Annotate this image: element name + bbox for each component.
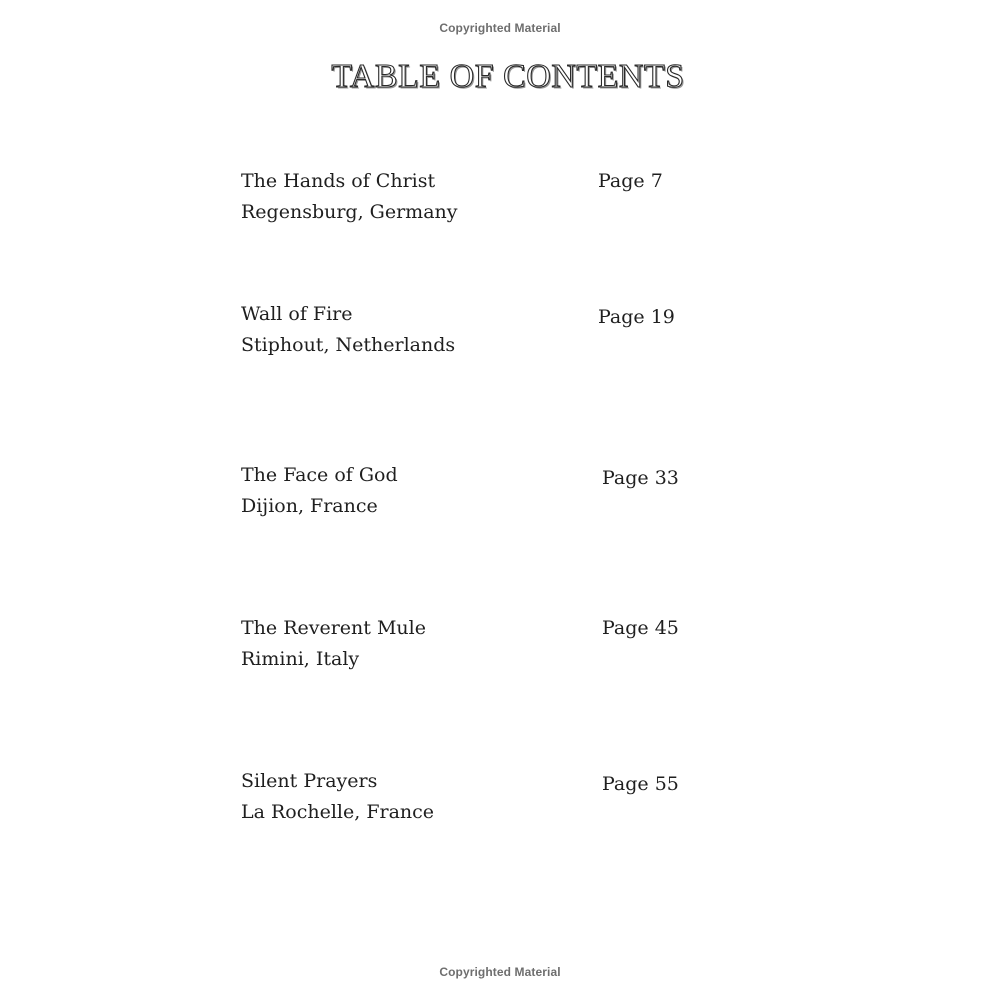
toc-entry	[241, 166, 701, 228]
chapter-title: Silent Prayers	[241, 770, 378, 792]
chapter-location: Stiphout, Netherlands	[241, 334, 456, 356]
toc-entry	[241, 460, 701, 522]
chapter-title: The Reverent Mule	[241, 617, 426, 639]
chapter-location: Rimini, Italy	[241, 648, 360, 670]
chapter-page-number: Page 7	[598, 170, 663, 192]
toc-entry	[241, 613, 701, 675]
chapter-page-number: Page 55	[602, 773, 679, 795]
chapter-page-number: Page 19	[598, 306, 675, 328]
chapter-location: Dijion, France	[241, 495, 378, 517]
chapter-title: The Hands of Christ	[241, 170, 436, 192]
chapter-page-number: Page 33	[602, 467, 679, 489]
toc-entry	[241, 299, 701, 361]
toc-entry	[241, 766, 701, 828]
copyright-watermark-top: Copyrighted Material	[439, 21, 561, 35]
chapter-location: Regensburg, Germany	[241, 201, 458, 223]
chapter-title: The Face of God	[241, 464, 398, 486]
chapter-page-number: Page 45	[602, 617, 679, 639]
chapter-title: Wall of Fire	[241, 303, 353, 325]
page-title: TABLE OF CONTENTS	[331, 58, 685, 95]
copyright-watermark-bottom: Copyrighted Material	[439, 965, 561, 979]
chapter-location: La Rochelle, France	[241, 801, 435, 823]
